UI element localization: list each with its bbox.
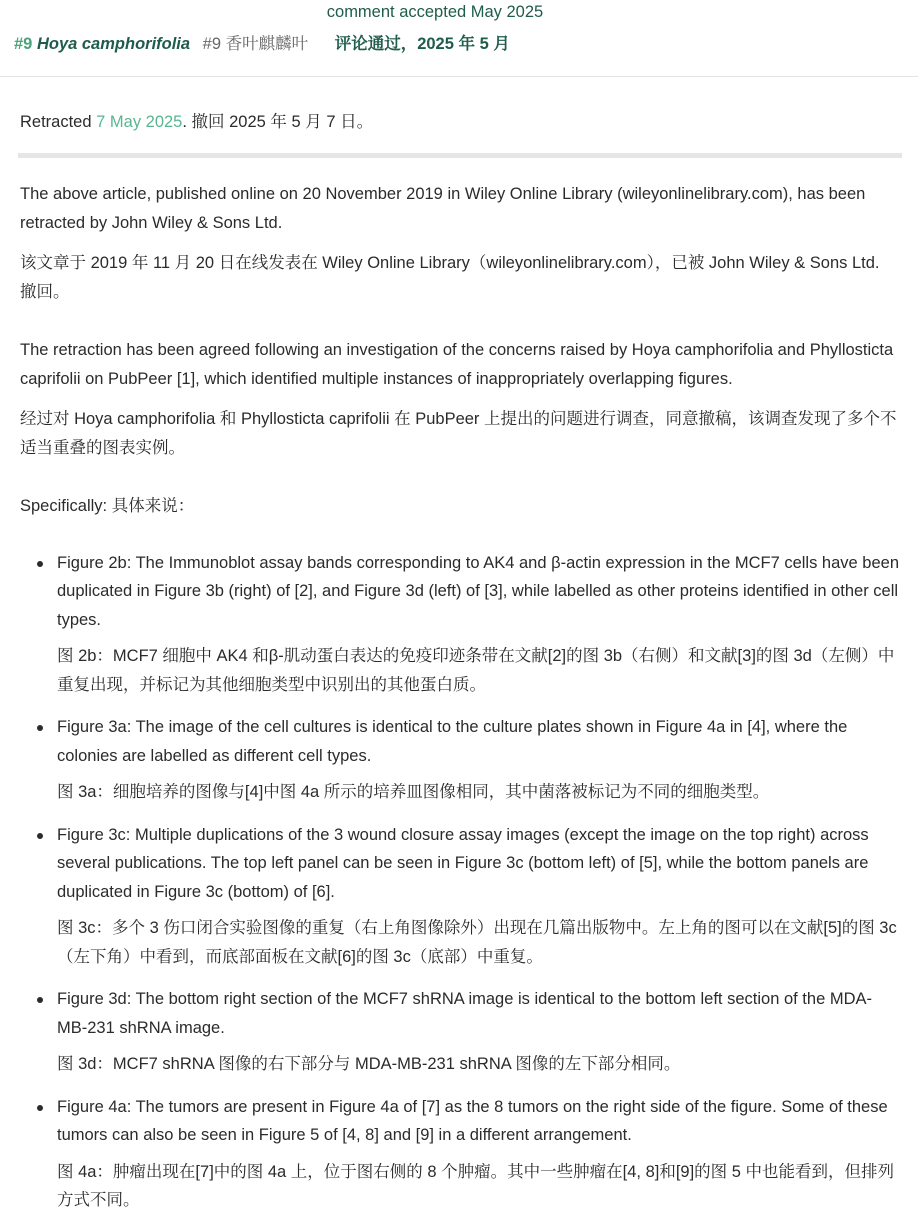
- retracted-label: Retracted: [20, 113, 92, 131]
- item-text-en: Figure 3c: Multiple duplications of the 3 wound closure assay images (except the image on the top right) across several publications. The top left panel can be seen in Figure 3c (bottom left) of [5], while the bottom panels are duplicated in Figure 3c (bottom) of [6].: [57, 825, 869, 901]
- paragraph-1-en: The above article, published online on 20 November 2019 in Wiley Online Library (wileyonlinelibrary.com), has been retracted by John Wiley & Sons Ltd.: [20, 185, 866, 232]
- comment-header: [0, 0, 918, 78]
- item-text-en: Figure 2b: The Immunoblot assay bands corresponding to AK4 and β-actin expression in the MCF7 cells have been duplicated in Figure 3b (right) of [2], and Figure 3d (left) of [3], while labelled as other proteins identified in other cell types.: [57, 553, 899, 629]
- item-text-zh: 图 3a：细胞培养的图像与[4]中图 4a 所示的培养皿图像相同，其中菌落被标记为不同的细胞类型。: [57, 783, 770, 801]
- list-item: [20, 985, 900, 1079]
- retraction-notice: [20, 108, 373, 132]
- list-item: [20, 713, 900, 807]
- item-text-zh: 图 2b：MCF7 细胞中 AK4 和β-肌动蛋白表达的免疫印迹条带在文献[2]的图 3b（右侧）和文献[3]的图 3d（左侧）中重复出现，并标记为其他细胞类型中识别出的其他蛋白质。: [57, 647, 895, 694]
- list-item: [20, 1093, 900, 1215]
- accepted-status-zh: 评论通过，2025 年 5 月: [334, 35, 510, 53]
- item-text-zh: 图 3d：MCF7 shRNA 图像的右下部分与 MDA-MB-231 shRNA 图像的左下部分相同。: [57, 1055, 681, 1073]
- item-text-en: Figure 4a: The tumors are present in Figure 4a of [7] as the 8 tumors on the right side of the figure. Some of these tumors can also be seen in Figure 5 of [4, 8] and [9] in a different arrangement.: [57, 1097, 888, 1144]
- accepted-status-en: comment accepted May 2025: [326, 3, 544, 21]
- item-text-zh: 图 4a：肿瘤出现在[7]中的图 4a 上，位于图右侧的 8 个肿瘤。其中一些肿瘤在[4, 8]和[9]的图 5 中也能看到，但排列方式不同。: [57, 1162, 895, 1209]
- comment-title-row: [14, 30, 510, 54]
- item-text-zh: 图 3c：多个 3 伤口闭合实验图像的重复（右上角图像除外）出现在几篇出版物中。左上角的图可以在文献[5]的图 3c（左下角）中看到，而底部面板在文献[6]的图 3c（底部）中重复。: [57, 919, 897, 966]
- retraction-suffix: . 撤回 2025 年 5 月 7 日。: [182, 113, 374, 131]
- section-divider: [18, 153, 902, 158]
- header-divider: [0, 76, 918, 77]
- list-item: [20, 549, 900, 700]
- issue-list: [20, 549, 900, 1215]
- comment-number: #9: [14, 35, 33, 53]
- retraction-body: [20, 180, 900, 1229]
- specifically-label: Specifically: 具体来说：: [20, 497, 195, 515]
- paragraph-1-zh: 该文章于 2019 年 11 月 20 日在线发表在 Wiley Online Library（wileyonlinelibrary.com），已被 John Wiley & Sons Ltd. 撤回。: [20, 254, 880, 301]
- list-item: [20, 821, 900, 972]
- retraction-date-link[interactable]: 7 May 2025: [96, 113, 183, 131]
- comment-title-en[interactable]: Hoya camphorifolia: [36, 35, 191, 53]
- paragraph-2-en: The retraction has been agreed following an investigation of the concerns raised by Hoya camphorifolia and Phyllosticta caprifolii on PubPeer [1], which identified multiple instances of inappropriately overlapping figures.: [20, 341, 894, 388]
- item-text-en: Figure 3a: The image of the cell cultures is identical to the culture plates shown in Figure 4a in [4], where the colonies are labelled as different cell types.: [57, 718, 848, 765]
- item-text-en: Figure 3d: The bottom right section of the MCF7 shRNA image is identical to the bottom left section of the MDA-MB-231 shRNA image.: [57, 990, 872, 1037]
- paragraph-2-zh: 经过对 Hoya camphorifolia 和 Phyllosticta caprifolii 在 PubPeer 上提出的问题进行调查，同意撤稿，该调查发现了多个不适当重叠的图表实例。: [20, 410, 897, 457]
- comment-title-zh: #9 香叶麒麟叶: [202, 35, 309, 53]
